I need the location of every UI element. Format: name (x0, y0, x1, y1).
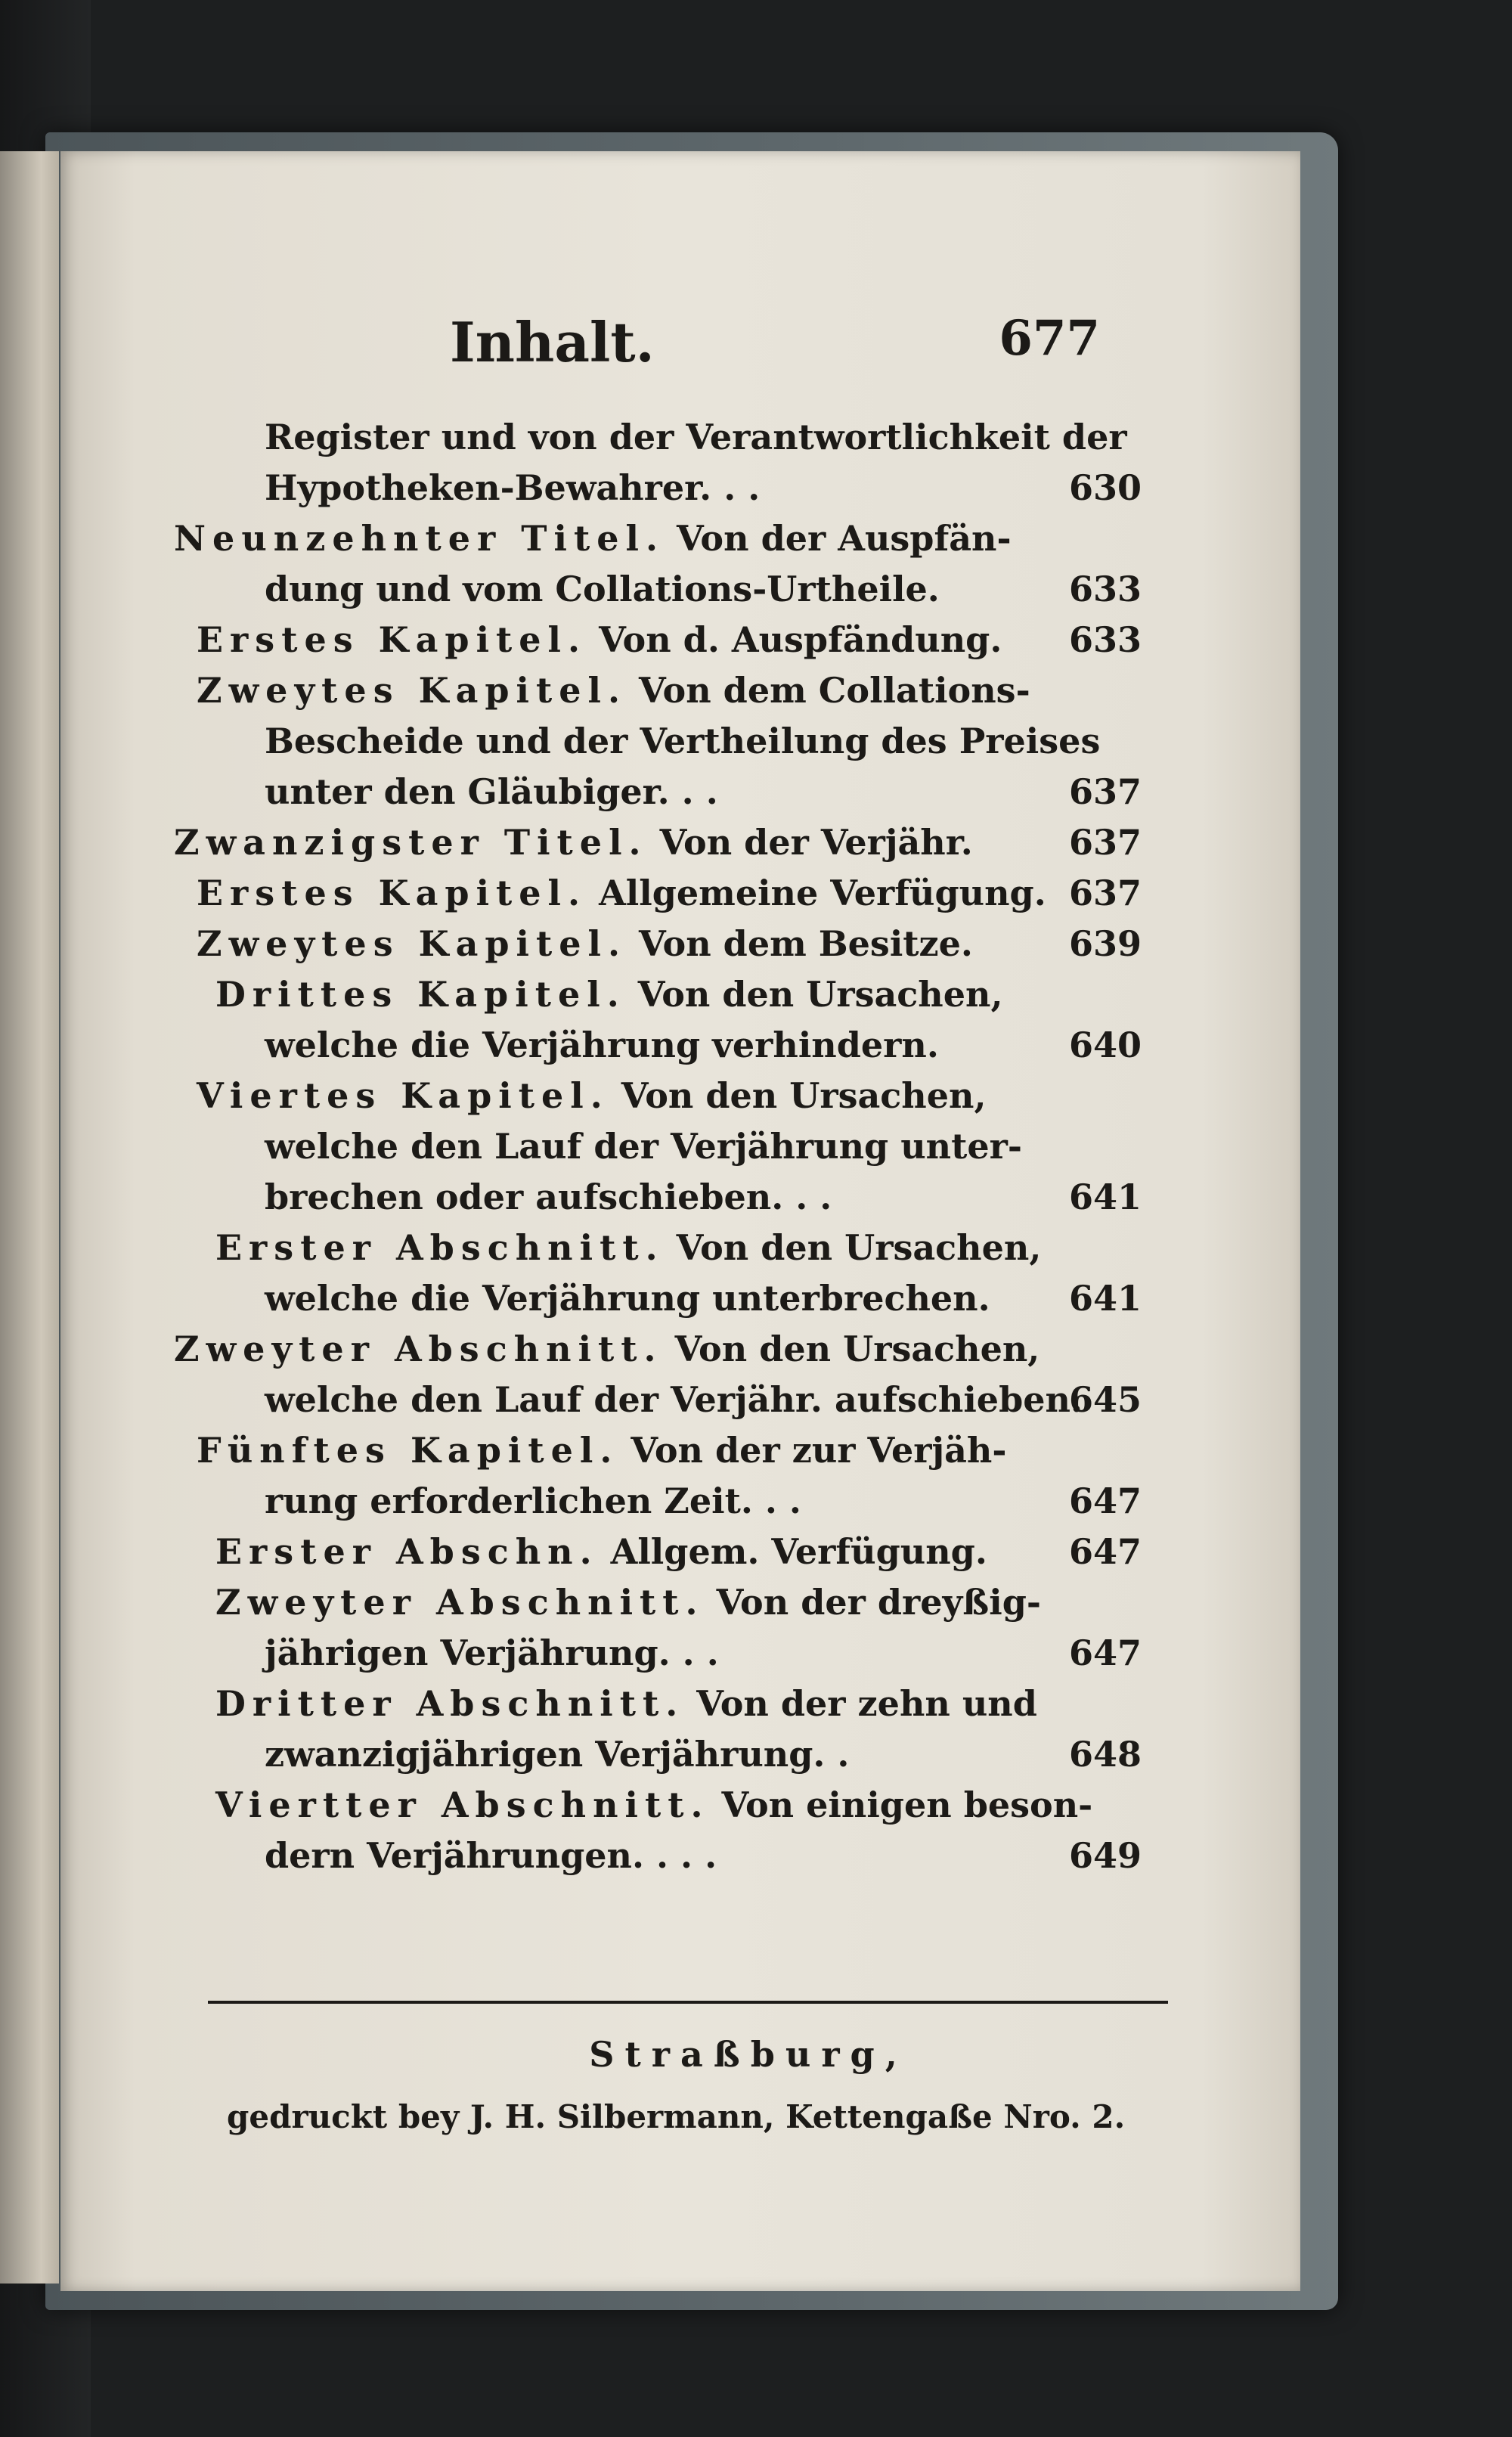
page-title: Inhalt. (450, 310, 655, 374)
entry-text: welche den Lauf der Verjährung unter- (265, 1126, 1022, 1167)
entry-page: 637 (1068, 822, 1142, 863)
page-number: 677 (999, 310, 1100, 367)
toc-entry (174, 1476, 1142, 1527)
toc-entry (174, 919, 1142, 969)
entry-text: Register und von der Verantwortlichkeit der (265, 417, 1127, 457)
entry-page: 641 (1068, 1278, 1142, 1319)
toc-entry (174, 564, 1142, 615)
entry-heading: Zweytes Kapitel. (197, 923, 627, 964)
entry-page: 647 (1068, 1531, 1142, 1572)
entry-heading: Zweyter Abschnitt. (174, 1329, 663, 1369)
toc-entry (174, 513, 1142, 564)
toc-entry (174, 1679, 1142, 1729)
toc-entry (174, 463, 1142, 513)
entry-text: Von der dreyßig- (704, 1582, 1041, 1623)
toc-entry (174, 1780, 1142, 1831)
entry-heading: Zwanzigster Titel. (174, 822, 648, 863)
entry-text: rung erforderlichen Zeit. . . (265, 1480, 801, 1521)
toc-entry (174, 412, 1142, 463)
entry-text: Von den Ursachen, (664, 1227, 1042, 1268)
entry-text: Von der Auspfän- (664, 518, 1012, 559)
toc-entry (174, 868, 1142, 919)
toc-entry (174, 1223, 1142, 1273)
book-page (60, 151, 1300, 2291)
entry-heading: Drittes Kapitel. (215, 974, 626, 1015)
table-of-contents (174, 412, 1142, 1881)
entry-page: 645 (1068, 1379, 1142, 1420)
entry-text: Von d. Auspfändung. (587, 619, 1002, 660)
entry-page: 630 (1068, 467, 1142, 508)
entry-page: 633 (1068, 619, 1142, 660)
entry-heading: Dritter Abschnitt. (215, 1683, 685, 1724)
toc-entry (174, 1831, 1142, 1881)
footer-rule (208, 2001, 1168, 2004)
entry-heading: Viertter Abschnitt. (215, 1784, 710, 1825)
entry-text: Von dem Besitze. (627, 923, 973, 964)
toc-entry (174, 1273, 1142, 1324)
entry-text: Von der zur Verjäh- (618, 1430, 1007, 1471)
entry-heading: Viertes Kapitel. (197, 1075, 609, 1116)
entry-text: Von den Ursachen, (625, 974, 1003, 1015)
imprint-printer: gedruckt bey J. H. Silbermann, Kettengaße Nro. 2. (227, 2098, 1126, 2135)
entry-text: jährigen Verjährung. . . (265, 1632, 719, 1673)
toc-entry (174, 1324, 1142, 1375)
entry-text: Von den Ursachen, (609, 1075, 987, 1116)
toc-entry (174, 1020, 1142, 1071)
toc-entry (174, 665, 1142, 716)
toc-entry (174, 716, 1142, 767)
entry-heading: Neunzehnter Titel. (174, 518, 665, 559)
entry-text: unter den Gläubiger. . . (265, 771, 718, 812)
entry-text: Von einigen beson- (709, 1784, 1093, 1825)
entry-page: 647 (1068, 1632, 1142, 1673)
entry-heading: Erstes Kapitel. (197, 619, 587, 660)
toc-entry (174, 1527, 1142, 1577)
entry-text: welche die Verjährung verhindern. (265, 1025, 939, 1065)
entry-text: brechen oder aufschieben. . . (265, 1177, 832, 1217)
left-page-edge (0, 151, 59, 2284)
toc-entry (174, 1577, 1142, 1628)
toc-entry (174, 1729, 1142, 1780)
entry-page: 637 (1068, 873, 1142, 913)
entry-text: Von der Verjähr. (647, 822, 973, 863)
entry-page: 639 (1068, 923, 1142, 964)
entry-page: 633 (1068, 569, 1142, 609)
entry-text: dern Verjährungen. . . . (265, 1835, 717, 1876)
toc-entry (174, 1375, 1142, 1425)
entry-page: 637 (1068, 771, 1142, 812)
entry-text: Allgem. Verfügung. (598, 1531, 987, 1572)
entry-text: zwanzigjährigen Verjährung. . (265, 1734, 850, 1775)
entry-page: 647 (1068, 1480, 1142, 1521)
toc-entry (174, 969, 1142, 1020)
toc-entry (174, 1121, 1142, 1172)
toc-entry (174, 817, 1142, 868)
imprint-city: Straßburg, (589, 2034, 908, 2075)
toc-entry (174, 767, 1142, 817)
toc-entry (174, 615, 1142, 665)
toc-entry (174, 1628, 1142, 1679)
toc-entry (174, 1172, 1142, 1223)
entry-text: Von dem Collations- (627, 670, 1030, 711)
entry-heading: Zweyter Abschnitt. (215, 1582, 705, 1623)
entry-heading: Erster Abschnitt. (215, 1227, 665, 1268)
entry-heading: Zweytes Kapitel. (197, 670, 627, 711)
entry-heading: Erstes Kapitel. (197, 873, 587, 913)
toc-entry (174, 1425, 1142, 1476)
entry-text: Von der zehn und (684, 1683, 1037, 1724)
page-header (450, 310, 1100, 401)
entry-page: 649 (1068, 1835, 1142, 1876)
entry-text: Von den Ursachen, (662, 1329, 1040, 1369)
entry-page: 641 (1068, 1177, 1142, 1217)
entry-text: Allgemeine Verfügung. (587, 873, 1046, 913)
entry-heading: Fünftes Kapitel. (197, 1430, 619, 1471)
toc-entry (174, 1071, 1142, 1121)
entry-text: welche die Verjährung unterbrechen. (265, 1278, 990, 1319)
entry-text: Hypotheken-Bewahrer. . . (265, 467, 761, 508)
entry-page: 648 (1068, 1734, 1142, 1775)
entry-heading: Erster Abschn. (215, 1531, 599, 1572)
entry-text: Bescheide und der Vertheilung des Preises (265, 721, 1101, 761)
entry-text: welche den Lauf der Verjähr. aufschieben. (265, 1379, 1083, 1420)
entry-text: dung und vom Collations-Urtheile. (265, 569, 940, 609)
entry-page: 640 (1068, 1025, 1142, 1065)
